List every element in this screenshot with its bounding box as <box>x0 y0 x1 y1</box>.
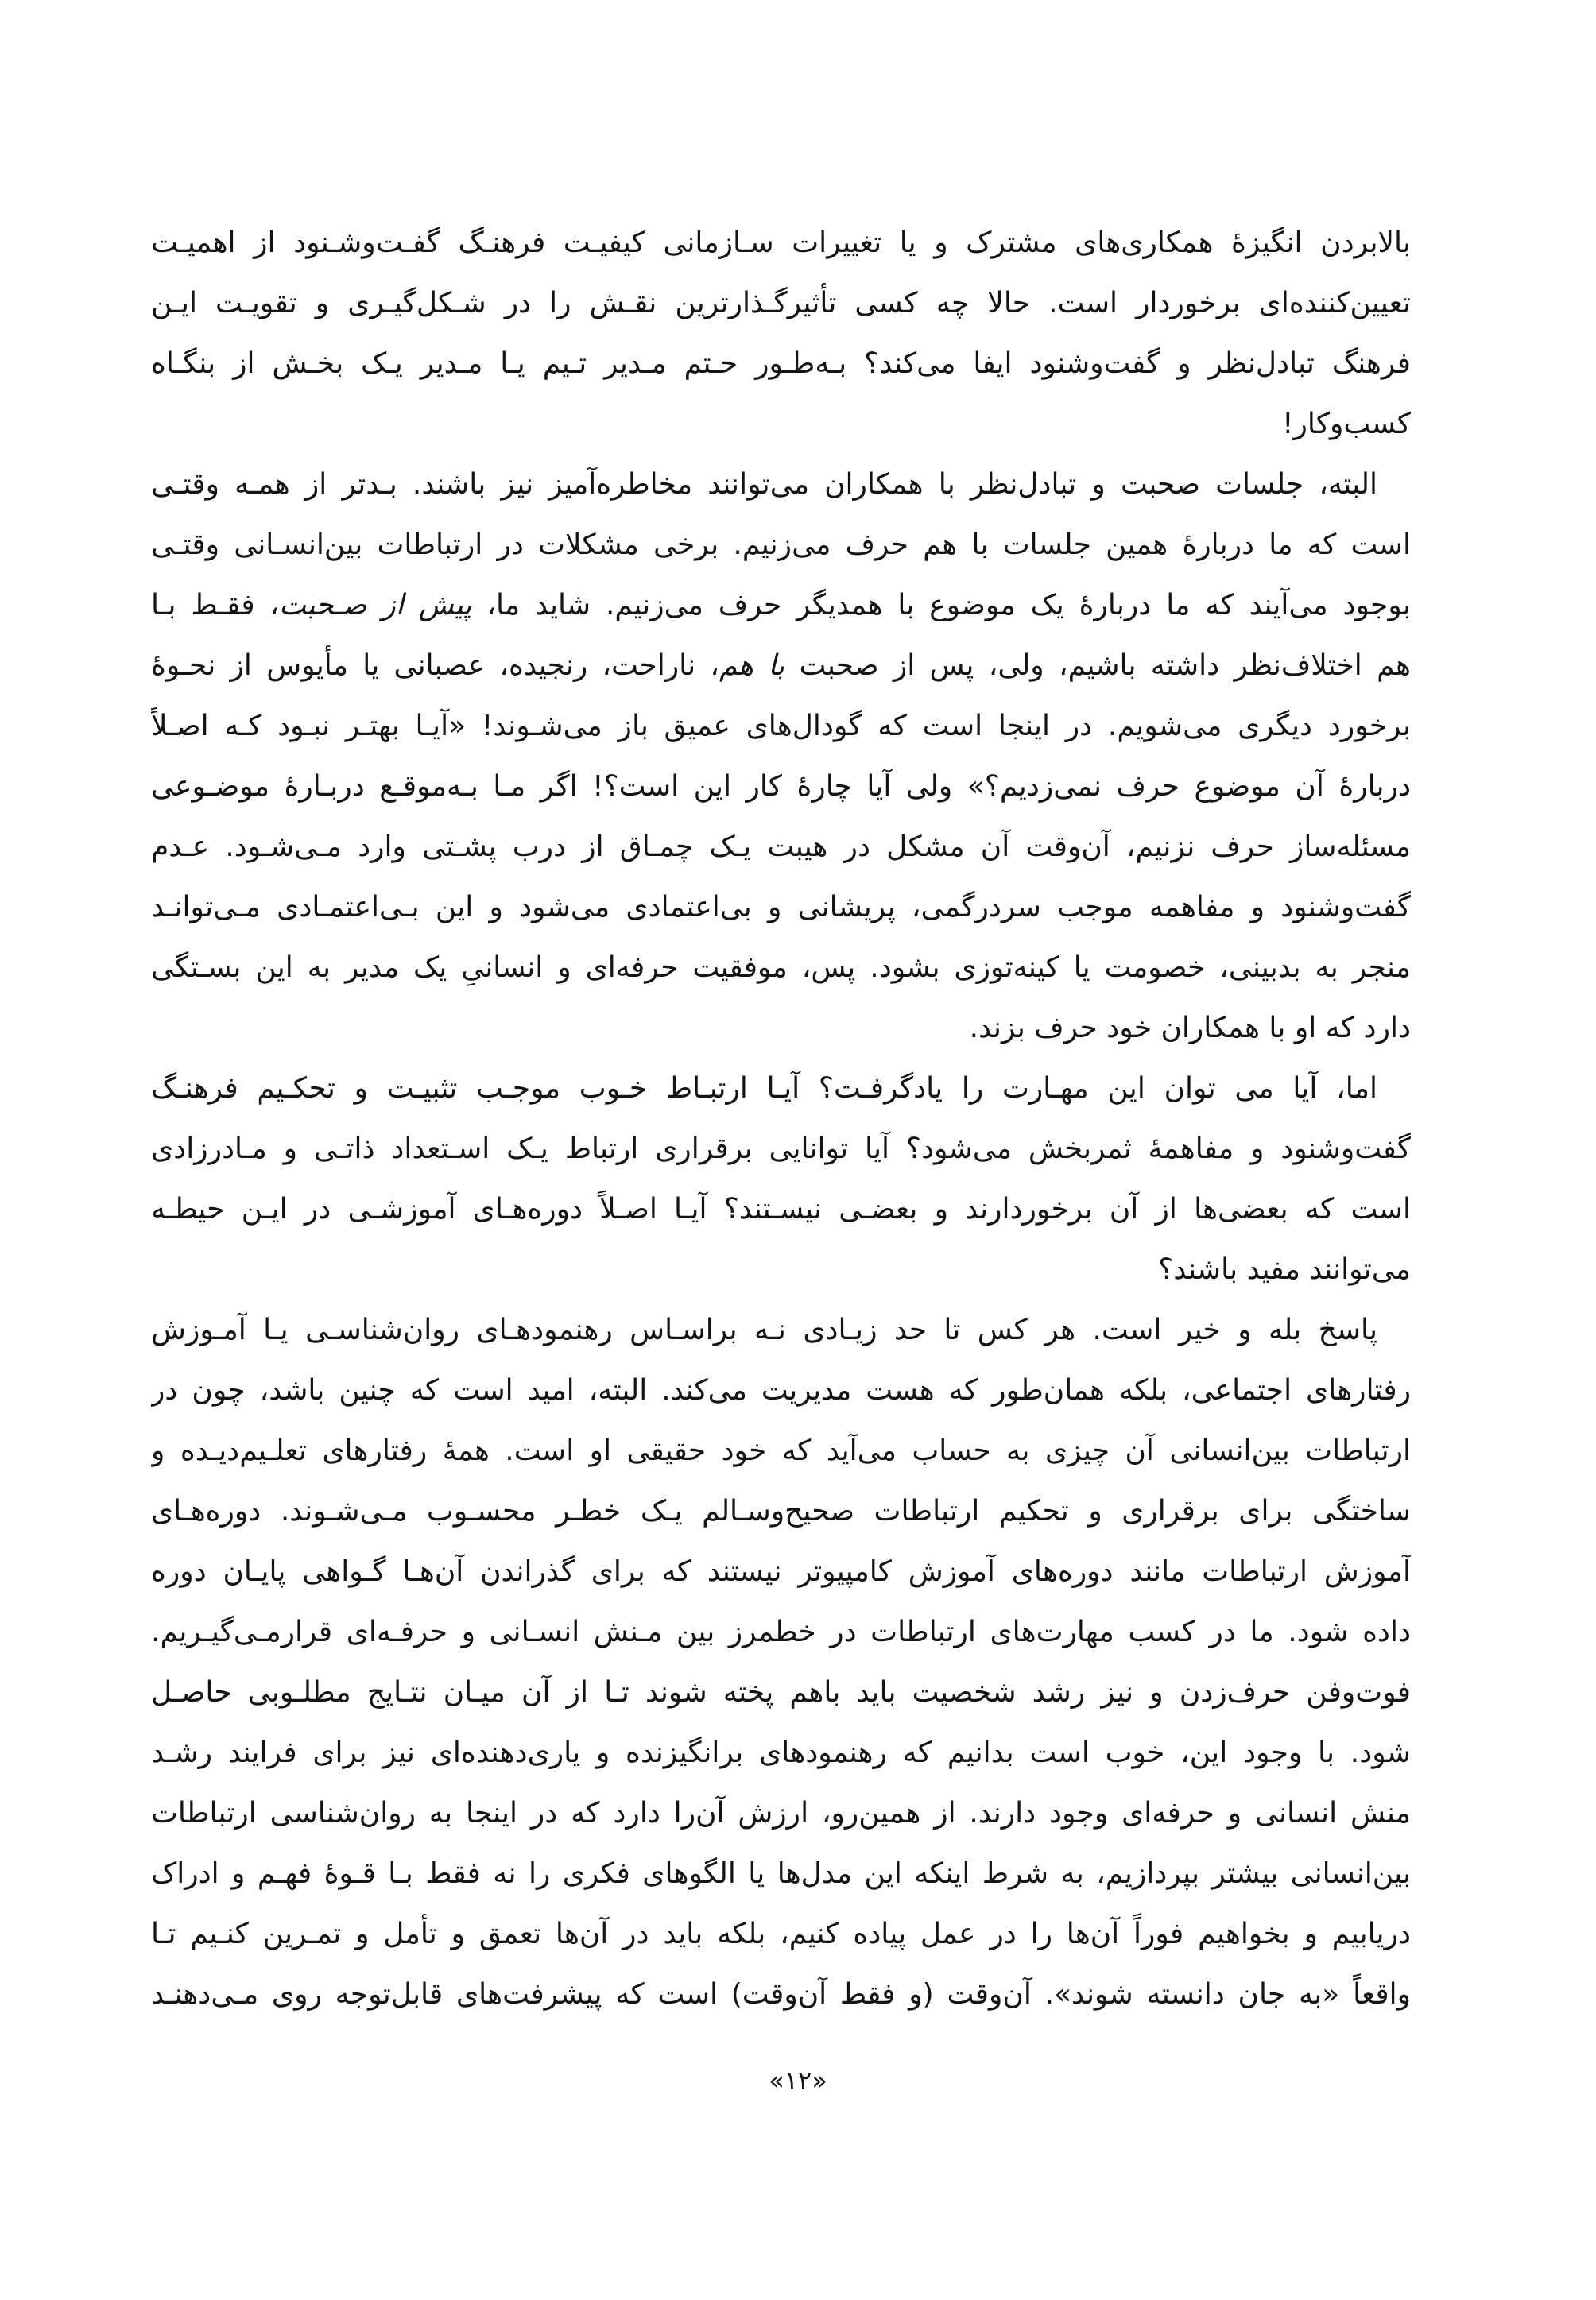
text-run: تعیین‌کننده‌ای برخوردار است. حالا چه کسی تأثیرگـذارترین نقـش را در شـکل‌گیـری و تقویـت ایـن <box>151 287 1411 319</box>
text-line <box>151 998 1411 1059</box>
text-line <box>151 1602 1411 1663</box>
text-line <box>151 1481 1411 1542</box>
text-line <box>151 455 1411 515</box>
paragraph <box>151 213 1411 455</box>
text-line <box>151 877 1411 938</box>
text-line <box>151 696 1411 757</box>
text-line <box>151 1059 1411 1119</box>
text-run: فوت‌وفن حرف‌زدن و نیز رشد شخصیت باید باهم پخته شوند تـا از آن میـان نتـایج مطلـوبی حاصـل <box>151 1676 1411 1709</box>
text-run: کسب‌وکار! <box>1282 408 1411 440</box>
text-run: گفت‌وشنود و مفاهمهٔ ثمربخش می‌شود؟ آیا توانایی برقراری ارتباط یـک اسـتعداد ذاتـی و مـادرزادی <box>151 1133 1411 1165</box>
text-run: هم اختلاف‌نظر داشته باشیم، ولی، پس از صحبت <box>784 649 1411 682</box>
text-run: آموزش ارتباطات مانند دوره‌های آموزش کامپیوتر نیستند که برای گذراندن آن‌هـا گـواهی پایـان دوره <box>151 1555 1411 1588</box>
text-run: دربارهٔ آن موضوع حرف نمی‌زدیم؟» ولی آیا چارهٔ کار این است؟! اگر مـا بـه‌موقـع دربـارهٔ موضـوعی <box>151 770 1411 803</box>
text-line <box>151 817 1411 877</box>
text-run: ، فقـط بـا <box>151 589 280 621</box>
text-line <box>151 636 1411 696</box>
text-run: ارتباطات بین‌انسانی آن چیزی به حساب می‌آید که خود حقیقی او است. همهٔ رفتارهای تعلـیم‌دیـده و <box>151 1435 1411 1467</box>
text-run: دارد که او با همکاران خود حرف بزند. <box>969 1012 1411 1044</box>
page-number: «۱۲» <box>769 2066 827 2096</box>
text-run: دریابیم و بخواهیم فوراً آن‌ها را در عمل پیاده کنیم، بلکه باید در آن‌ها تعمق و تأمل و تمـرین کنـیم تـا <box>151 1918 1411 1950</box>
text-line <box>151 1844 1411 1904</box>
text-run: شود. با وجود این، خوب است بدانیم که رهنمودهای برانگیزنده و یاری‌دهنده‌ای نیز برای فرایند رشـد <box>151 1737 1411 1769</box>
text-line <box>151 1663 1411 1723</box>
text-run: مسئله‌ساز حرف نزنیم، آن‌وقت آن مشکل در هیبت یـک چمـاق از درب پشـتی وارد مـی‌شـود. عـدم <box>151 831 1411 863</box>
text-line <box>151 1240 1411 1300</box>
text-line <box>151 273 1411 334</box>
text-line <box>151 1965 1411 2025</box>
text-run: البته، جلسات صحبت و تبادل‌نظر با همکاران می‌توانند مخاطره‌آمیز نیز باشند. بـدتر از همـه وقتـی <box>151 468 1377 501</box>
text-line <box>151 1421 1411 1481</box>
text-line <box>151 213 1411 273</box>
text-line <box>151 394 1411 455</box>
text-run: است که ما دربارهٔ همین جلسات با هم حرف می‌زنیم. برخی مشکلات در ارتباطات بین‌انسـانی وقتـی <box>151 529 1411 561</box>
text-run: است که بعضی‌ها از آن برخوردارند و بعضـی نیسـتند؟ آیـا اصـلاً دوره‌هـای آموزشـی در ایـن حیطـه <box>151 1193 1411 1226</box>
text-line <box>151 1783 1411 1844</box>
text-run: برخورد دیگری می‌شویم. در اینجا است که گودال‌های عمیق باز می‌شـوند! «آیـا بهتـر نبـود کـه اصـلاً <box>151 710 1411 742</box>
text-block <box>151 213 1411 2025</box>
text-run: منش انسانی و حرفه‌ای وجود دارند. از همین‌رو، ارزش آن‌را دارد که در اینجا به روان‌شناسی ارتباطات <box>151 1797 1411 1830</box>
paragraph <box>151 455 1411 1059</box>
text-run: بوجود می‌آیند که ما دربارهٔ یک موضوع با همدیگر حرف می‌زنیم. شاید ما، <box>471 589 1411 621</box>
text-line <box>151 334 1411 394</box>
text-line <box>151 575 1411 636</box>
text-line <box>151 1542 1411 1602</box>
paragraph <box>151 1300 1411 2025</box>
text-run: ، ناراحت، رنجیده، عصبانی یا مأیوس از نحـوهٔ <box>151 649 720 682</box>
text-run: ساختگی برای برقراری و تحکیم ارتباطات صحیح‌وسـالم یـک خطـر محسـوب مـی‌شـوند. دوره‌هـای <box>151 1495 1411 1528</box>
text-line <box>151 1300 1411 1361</box>
text-run: پاسخ بله و خیر است. هر کس تا حد زیـادی نـه براسـاس رهنمودهـای روان‌شناسـی یـا آمـوزش <box>151 1314 1377 1346</box>
text-run: بالابردن انگیزهٔ همکاری‌های مشترک و یا تغییرات سـازمانی کیفیـت فرهنـگ گفـت‌وشـنود از اهمیـت <box>151 227 1411 259</box>
text-line <box>151 757 1411 817</box>
text-run: داده شود. ما در کسب مهارت‌های ارتباطات در خطمرز بین مـنش انسـانی و حرفـه‌ای قرارمـی‌گیـریم. <box>151 1616 1411 1648</box>
text-line <box>151 1723 1411 1783</box>
text-run: گفت‌وشنود و مفاهمه موجب سردرگمی، پریشانی و بی‌اعتمادی می‌شود و این بـی‌اعتمـادی مـی‌توانـد <box>151 891 1411 923</box>
text-line <box>151 515 1411 575</box>
text-line <box>151 1179 1411 1240</box>
italic-text-run: با هم <box>719 649 785 682</box>
text-run: اما، آیا می توان این مهـارت را یادگرفـت؟ آیـا ارتبـاط خـوب موجـب تثبیـت و تحکـیم فرهنـگ <box>151 1072 1377 1105</box>
text-run: منجر به بدبینی، خصومت یا کینه‌توزی بشود. پس، موفقیت حرفه‌ای و انسانیِ یک مدیر به این بسـتگی <box>151 951 1411 984</box>
text-run: می‌توانند مفید باشند؟ <box>1158 1253 1411 1286</box>
italic-text-run: پیش از صـحبت <box>279 589 472 621</box>
text-line <box>151 1119 1411 1179</box>
text-run: بین‌انسانی بیشتر بپردازیم، به شرط اینکه این مدل‌ها یا الگوهای فکری را نه فقط بـا قـوهٔ فهـم و ادراک <box>151 1857 1411 1890</box>
text-line <box>151 1904 1411 1965</box>
text-run: فرهنگ تبادل‌نظر و گفت‌وشنود ایفا می‌کند؟ بـه‌طـور حـتم مـدیر تـیم یـا مـدیر یـک بخـش از بنگـاه <box>151 347 1411 380</box>
paragraph <box>151 1059 1411 1300</box>
text-line <box>151 938 1411 998</box>
text-line <box>151 1361 1411 1421</box>
text-run: رفتارهای اجتماعی، بلکه همان‌طور که هست مدیریت می‌کند. البته، امید است که چنین باشد، چون در <box>151 1374 1411 1407</box>
text-run: واقعاً «به جان دانسته شوند». آن‌وقت (و فقط آن‌وقت) است که پیشرفت‌های قابل‌توجه روی مـی‌دهنـد <box>151 1978 1411 2011</box>
